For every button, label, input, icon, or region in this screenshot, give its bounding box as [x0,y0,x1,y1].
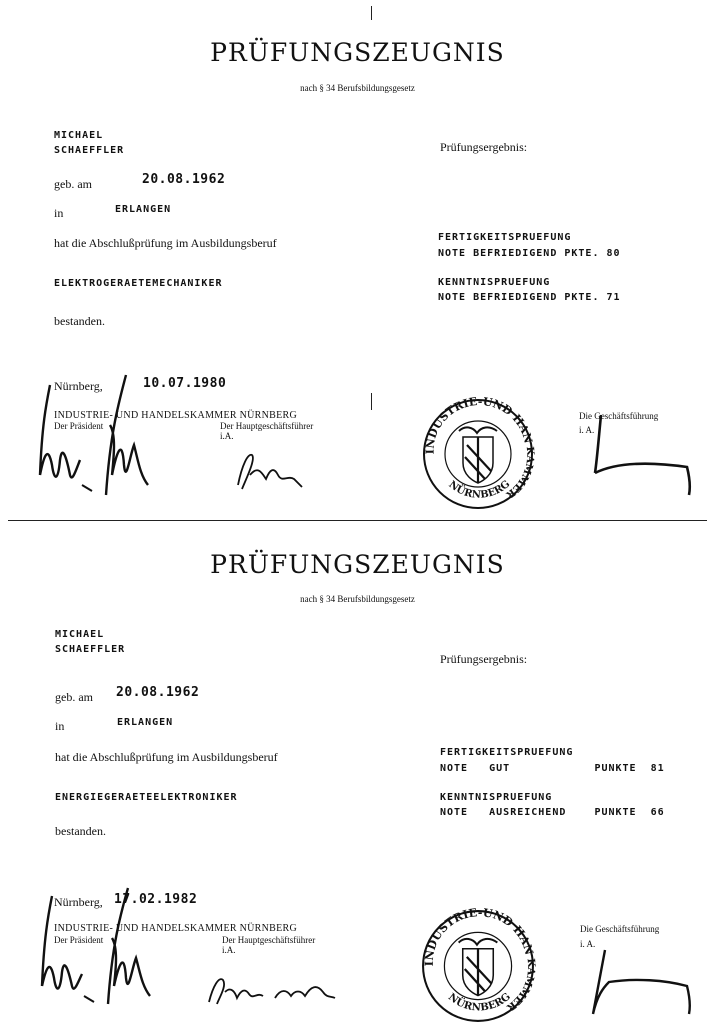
result-label: Prüfungsergebnis: [440,652,528,666]
birth-date: 20.08.1962 [142,172,226,187]
mid-tick-mark [371,393,372,410]
birth-label: geb. am [55,690,93,704]
skills-exam-title: FERTIGKEITSPRUEFUNG [440,747,574,758]
management-signature [575,922,695,1022]
president-signature [30,365,160,505]
skills-exam-title: FERTIGKEITSPRUEFUNG [438,232,572,243]
passed-text: bestanden. [55,824,106,838]
manager-signature [232,445,312,495]
management-label: Die Geschäftsführung [580,924,660,934]
name-last: SCHAEFFLER [55,644,126,655]
name-first: MICHAEL [54,130,104,141]
certificate-title: PRÜFUNGSZEUGNIS [210,38,505,67]
birth-place: ERLANGEN [117,717,174,728]
top-tick-mark [371,6,372,20]
name-last: SCHAEFFLER [54,145,125,156]
exam-text: hat die Abschlußprüfung im Ausbildungsberuf [54,236,277,250]
certificate-subtitle: nach § 34 Berufsbildungsgesetz [300,83,415,93]
birth-label: geb. am [54,177,92,191]
knowledge-exam-title: KENNTNISPRUEFUNG [438,277,551,288]
chamber-seal-icon [415,897,538,1024]
certificate-subtitle: nach § 34 Berufsbildungsgesetz [300,594,415,604]
seal-text-bottom: NÜRNBERG [445,990,513,1014]
passed-text: bestanden. [54,314,105,328]
president-label: Der Präsident [54,421,104,431]
certificate-1982 [0,522,715,1024]
exam-text: hat die Abschlußprüfung im Ausbildungsberuf [55,750,278,764]
manager-ia: i.A. [222,945,236,955]
management-ia: i. A. [579,425,595,435]
issue-city: Nürnberg, [54,379,103,393]
knowledge-exam-grade: NOTE AUSREICHEND PUNKTE 66 [440,807,665,818]
knowledge-exam-title: KENNTNISPRUEFUNG [440,792,553,803]
management-ia: i. A. [580,939,596,949]
place-label: in [55,719,65,733]
certificate-title: PRÜFUNGSZEUGNIS [210,550,505,579]
seal-text-bottom: NÜRNBERG [446,478,513,501]
manager-signature [205,962,345,1012]
skills-exam-grade: NOTE GUT PUNKTE 81 [440,763,665,774]
chamber-seal-icon [416,387,536,511]
knowledge-exam-grade: NOTE BEFRIEDIGEND PKTE. 71 [438,292,621,303]
birth-date: 20.08.1962 [116,685,200,700]
issue-date: 10.07.1980 [143,376,227,391]
issue-date: 17.02.1982 [114,892,198,907]
manager-label: Der Hauptgeschäftsführer [220,421,314,431]
manager-label: Der Hauptgeschäftsführer [222,935,316,945]
chamber-name: INDUSTRIE- UND HANDELSKAMMER NÜRNBERG [54,923,298,934]
page-divider [8,520,707,521]
manager-ia: i.A. [220,431,234,441]
president-signature [30,882,160,1012]
place-label: in [54,206,64,220]
seal-text-top: INDUSTRIE-UND HANDELS [415,897,537,967]
issue-city: Nürnberg, [54,895,103,909]
seal-text-right: KAMMER [503,446,536,500]
seal-text-top: INDUSTRIE-UND HANDELS [416,387,535,455]
birth-place: ERLANGEN [115,204,172,215]
seal-text-right: KAMMER [504,957,538,1014]
profession: ELEKTROGERAETEMECHANIKER [54,278,223,289]
chamber-name: INDUSTRIE- UND HANDELSKAMMER NÜRNBERG [54,410,298,421]
skills-exam-grade: NOTE BEFRIEDIGEND PKTE. 80 [438,248,621,259]
name-first: MICHAEL [55,629,105,640]
president-label: Der Präsident [54,935,104,945]
management-signature [575,405,695,500]
result-label: Prüfungsergebnis: [440,140,528,154]
management-label: Die Geschäftsführung [579,411,659,421]
profession: ENERGIEGERAETEELEKTRONIKER [55,792,238,803]
